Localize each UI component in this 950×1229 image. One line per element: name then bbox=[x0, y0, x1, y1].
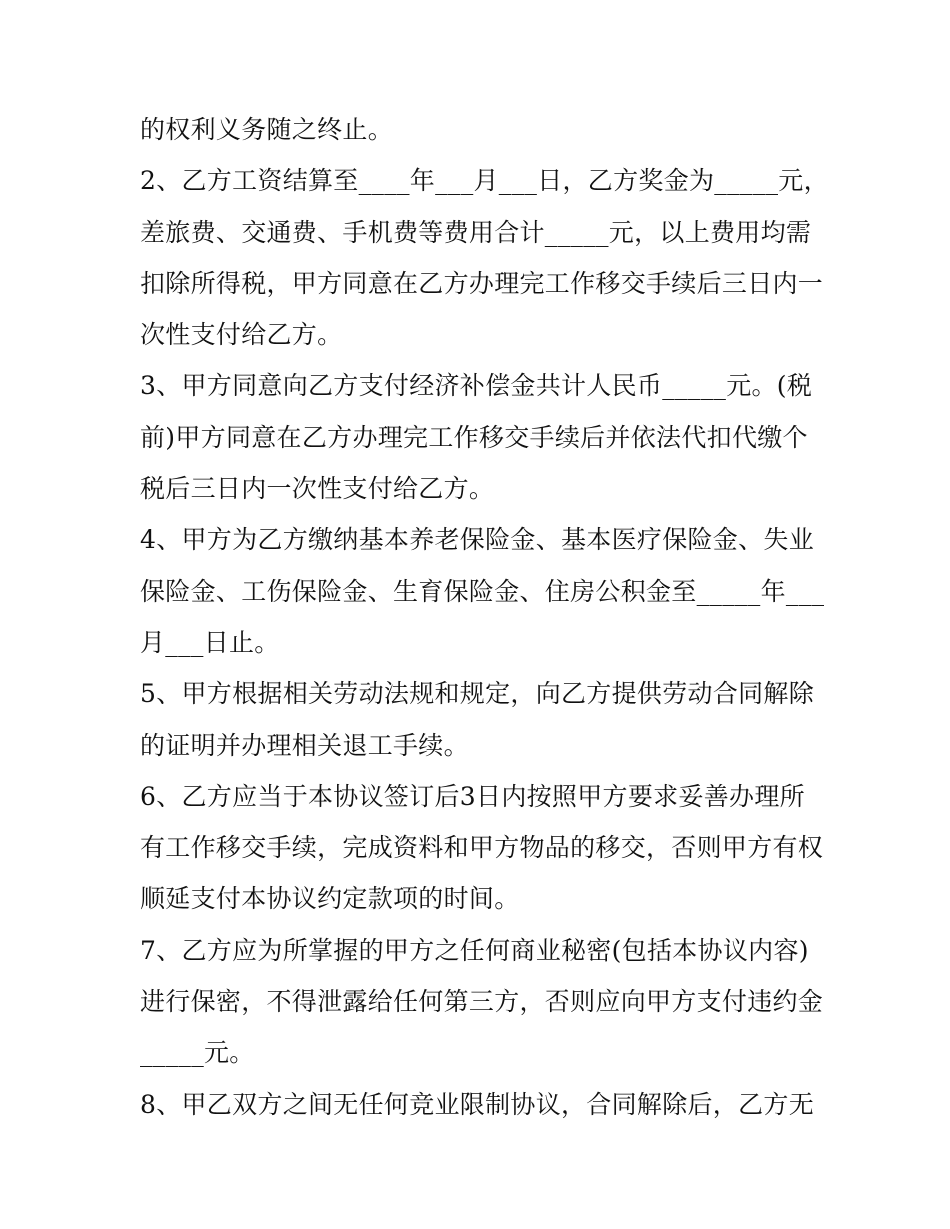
text-line: 顺延支付本协议约定款项的时间。 bbox=[140, 884, 520, 914]
text-line: 进行保密，不得泄露给任何第三方，否则应向甲方支付违约金 bbox=[140, 987, 824, 1017]
text-line: 3、甲方同意向乙方支付经济补偿金共计人民币_____元。(税 bbox=[140, 371, 813, 401]
text-line: 保险金、工伤保险金、生育保险金、住房公积金至_____年___ bbox=[140, 576, 825, 606]
document-body bbox=[140, 104, 829, 1130]
text-line: 的权利义务随之终止。 bbox=[140, 115, 394, 144]
text-line: 4、甲方为乙方缴纳基本养老保险金、基本医疗保险金、失业 bbox=[140, 525, 815, 555]
text-line: 扣除所得税，甲方同意在乙方办理完工作移交手续后三日内一 bbox=[140, 268, 824, 298]
text-line: 前)甲方同意在乙方办理完工作移交手续后并依法代扣代缴个 bbox=[140, 422, 808, 452]
text-line: _____元。 bbox=[140, 1038, 255, 1068]
text-line: 的证明并办理相关退工手续。 bbox=[140, 730, 469, 760]
text-line: 2、乙方工资结算至____年___月___日，乙方奖金为_____元， bbox=[140, 166, 829, 196]
text-line: 月___日止。 bbox=[140, 627, 280, 657]
text-line: 差旅费、交通费、手机费等费用合计_____元，以上费用均需 bbox=[140, 217, 812, 247]
text-line: 7、乙方应为所掌握的甲方之任何商业秘密(包括本协议内容) bbox=[140, 935, 809, 965]
text-line: 有工作移交手续，完成资料和甲方物品的移交，否则甲方有权 bbox=[140, 833, 824, 863]
text-line: 8、甲乙双方之间无任何竞业限制协议，合同解除后，乙方无 bbox=[140, 1089, 815, 1119]
text-line: 5、甲方根据相关劳动法规和规定，向乙方提供劳动合同解除 bbox=[140, 679, 815, 709]
text-line: 6、乙方应当于本协议签订后3日内按照甲方要求妥善办理所 bbox=[140, 781, 805, 811]
text-line: 税后三日内一次性支付给乙方。 bbox=[140, 474, 495, 504]
text-line: 次性支付给乙方。 bbox=[140, 320, 343, 350]
